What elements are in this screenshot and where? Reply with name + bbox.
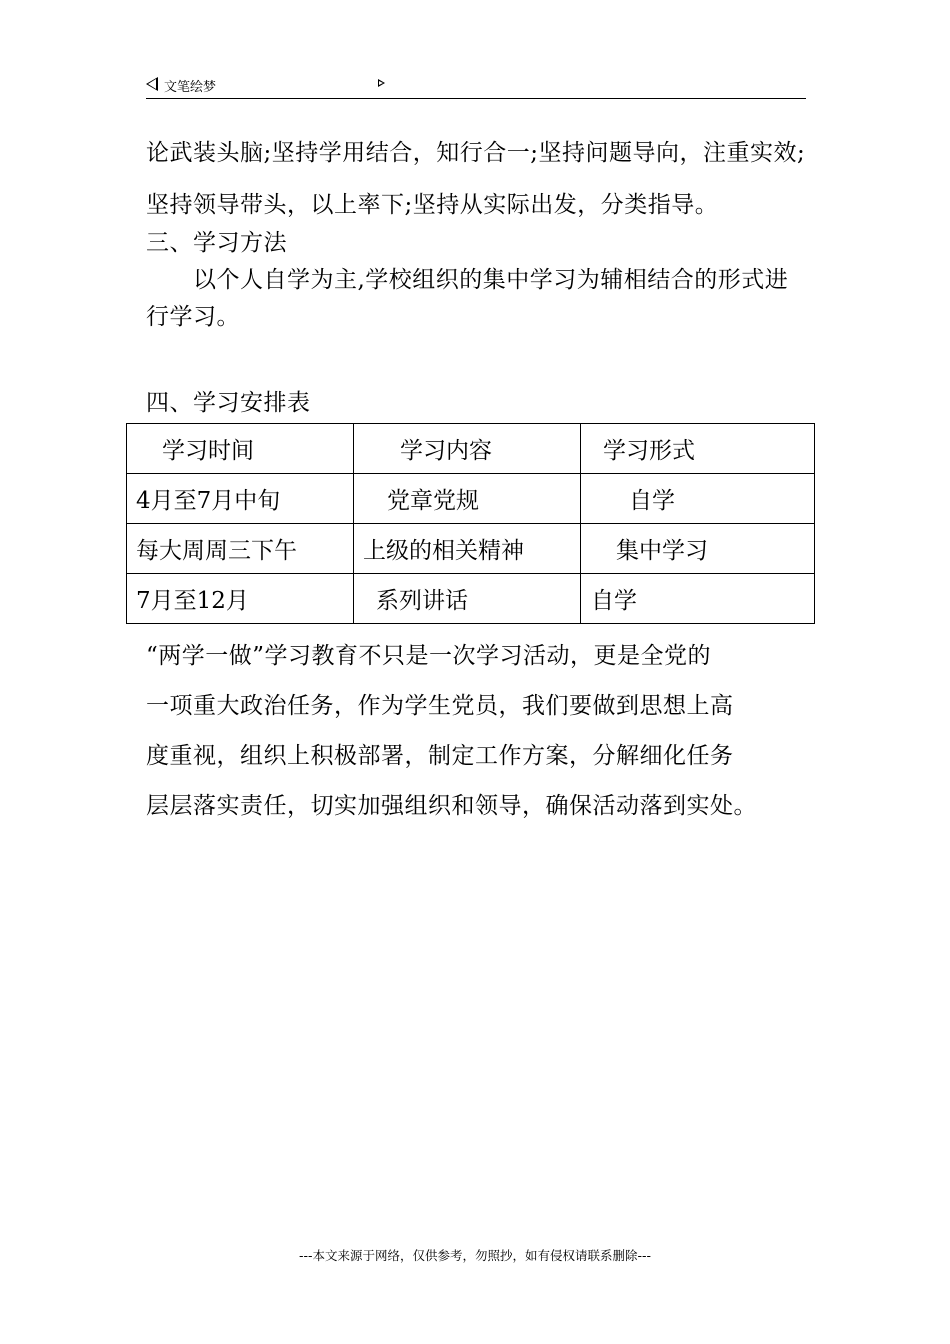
triangle-right-icon [378, 79, 385, 87]
page-header [146, 74, 806, 99]
closing-line: “两学一做”学习教育不只是一次学习活动，更是全党的 [146, 643, 712, 669]
footer-note: ---本文来源于网络，仅供参考，勿照抄，如有侵权请联系删除--- [298, 1248, 652, 1263]
table-cell: 自学 [581, 474, 815, 524]
table-cell: 7月至12月 [127, 574, 354, 624]
table-header-cell: 学习内容 [354, 424, 581, 474]
table-header-cell: 学习时间 [127, 424, 354, 474]
section-heading-method: 三、学习方法 [146, 230, 287, 256]
section-heading-schedule: 四、学习安排表 [146, 390, 311, 416]
table-header-row [127, 424, 815, 474]
table-cell: 上级的相关精神 [354, 524, 581, 574]
closing-line: 一项重大政治任务，作为学生党员，我们要做到思想上高 [146, 693, 734, 719]
closing-line: 度重视，组织上积极部署，制定工作方案，分解细化任务 [146, 743, 734, 769]
closing-line: 层层落实责任，切实加强组织和领导，确保活动落到实处。 [146, 793, 757, 819]
body-line: 论武装头脑;坚持学用结合，知行合一;坚持问题导向，注重实效; [146, 140, 806, 166]
body-line: 行学习。 [146, 304, 240, 330]
table-row [127, 524, 815, 574]
table-cell: 党章党规 [354, 474, 581, 524]
table-row [127, 574, 815, 624]
body-line: 以个人自学为主,学校组织的集中学习为辅相结合的形式进 [193, 267, 789, 293]
table-cell: 自学 [581, 574, 815, 624]
header-brand: 文笔绘梦 [164, 80, 217, 95]
triangle-left-icon [146, 77, 158, 91]
table-cell: 系列讲话 [354, 574, 581, 624]
table-cell: 每大周周三下午 [127, 524, 354, 574]
table-row [127, 474, 815, 524]
schedule-table [126, 423, 815, 624]
table-header-cell: 学习形式 [581, 424, 815, 474]
table-cell: 4月至7月中旬 [127, 474, 354, 524]
body-line: 坚持领导带头，以上率下;坚持从实际出发，分类指导。 [146, 192, 719, 218]
table-cell: 集中学习 [581, 524, 815, 574]
